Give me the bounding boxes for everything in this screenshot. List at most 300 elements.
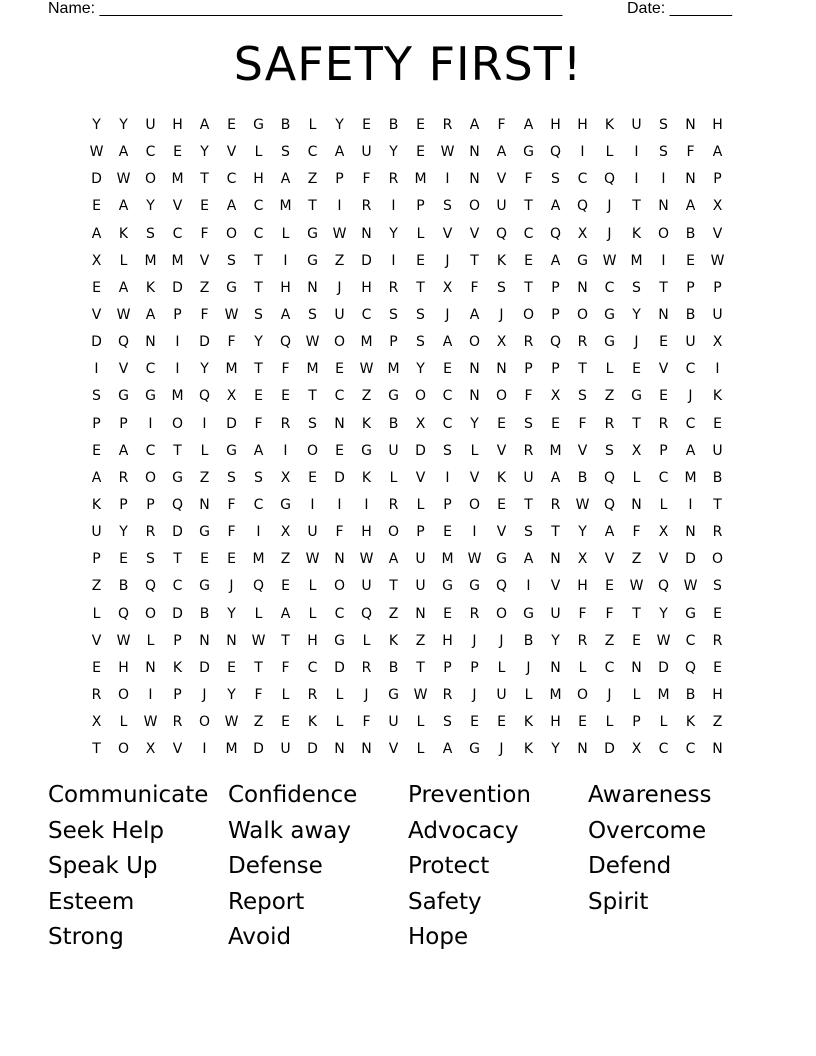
- grid-letter[interactable]: A: [199, 117, 210, 133]
- grid-letter[interactable]: E: [227, 659, 236, 676]
- grid-letter[interactable]: W: [116, 632, 131, 649]
- grid-letter[interactable]: N: [145, 659, 156, 676]
- grid-letter[interactable]: L: [119, 252, 128, 269]
- grid-letter[interactable]: B: [685, 225, 696, 242]
- grid-letter[interactable]: M: [657, 686, 670, 703]
- grid-letter[interactable]: E: [713, 659, 722, 676]
- grid-letter[interactable]: V: [496, 171, 507, 188]
- grid-letter[interactable]: L: [605, 361, 614, 378]
- grid-letter[interactable]: Z: [91, 578, 102, 595]
- grid-letter[interactable]: L: [470, 442, 479, 459]
- grid-letter[interactable]: P: [713, 171, 722, 188]
- grid-letter[interactable]: O: [468, 198, 481, 215]
- grid-letter[interactable]: O: [306, 442, 319, 459]
- grid-letter[interactable]: P: [119, 496, 128, 513]
- word-search-grid[interactable]: [83, 112, 731, 763]
- grid-letter[interactable]: A: [91, 469, 102, 486]
- grid-letter[interactable]: A: [469, 306, 480, 323]
- grid-letter[interactable]: F: [281, 361, 290, 378]
- grid-letter[interactable]: R: [388, 496, 399, 513]
- grid-letter[interactable]: E: [659, 334, 668, 351]
- grid-letter[interactable]: A: [604, 524, 615, 541]
- grid-letter[interactable]: F: [632, 524, 641, 541]
- grid-letter[interactable]: V: [469, 469, 480, 486]
- grid-letter[interactable]: U: [523, 469, 534, 486]
- grid-letter[interactable]: N: [550, 551, 561, 568]
- grid-letter[interactable]: G: [361, 442, 372, 459]
- grid-letter[interactable]: L: [254, 144, 263, 161]
- grid-letter[interactable]: J: [337, 279, 342, 296]
- grid-letter[interactable]: C: [658, 469, 669, 486]
- grid-letter[interactable]: E: [92, 279, 101, 296]
- grid-letter[interactable]: T: [308, 198, 317, 215]
- grid-letter[interactable]: V: [118, 361, 129, 378]
- grid-letter[interactable]: A: [550, 252, 561, 269]
- grid-letter[interactable]: H: [280, 279, 291, 296]
- grid-letter[interactable]: P: [659, 442, 668, 459]
- grid-letter[interactable]: V: [469, 225, 480, 242]
- grid-letter[interactable]: E: [443, 605, 452, 622]
- grid-letter[interactable]: D: [604, 741, 615, 758]
- grid-letter[interactable]: L: [335, 686, 344, 703]
- grid-letter[interactable]: P: [92, 415, 101, 432]
- grid-letter[interactable]: F: [362, 714, 371, 731]
- grid-letter[interactable]: H: [712, 117, 723, 133]
- grid-letter[interactable]: U: [631, 117, 642, 133]
- grid-letter[interactable]: B: [388, 415, 399, 432]
- grid-letter[interactable]: X: [658, 524, 669, 541]
- grid-letter[interactable]: N: [577, 741, 588, 758]
- grid-letter[interactable]: W: [467, 551, 482, 568]
- grid-letter[interactable]: Q: [360, 605, 373, 622]
- grid-letter[interactable]: K: [496, 469, 507, 486]
- grid-letter[interactable]: E: [335, 361, 344, 378]
- grid-letter[interactable]: A: [469, 117, 480, 133]
- grid-letter[interactable]: S: [308, 306, 317, 323]
- grid-letter[interactable]: E: [416, 144, 425, 161]
- grid-letter[interactable]: S: [632, 279, 641, 296]
- grid-letter[interactable]: W: [683, 578, 698, 595]
- grid-letter[interactable]: P: [551, 361, 560, 378]
- grid-letter[interactable]: O: [657, 225, 670, 242]
- grid-letter[interactable]: Z: [334, 252, 345, 269]
- grid-letter[interactable]: O: [144, 605, 157, 622]
- grid-letter[interactable]: Z: [604, 632, 615, 649]
- grid-letter[interactable]: H: [361, 524, 372, 541]
- grid-letter[interactable]: E: [443, 361, 452, 378]
- grid-letter[interactable]: U: [361, 144, 372, 161]
- grid-letter[interactable]: F: [227, 496, 236, 513]
- grid-letter[interactable]: M: [387, 361, 400, 378]
- grid-letter[interactable]: T: [173, 551, 182, 568]
- grid-letter[interactable]: L: [146, 632, 155, 649]
- grid-letter[interactable]: R: [550, 496, 561, 513]
- grid-letter[interactable]: A: [280, 605, 291, 622]
- grid-letter[interactable]: Q: [549, 144, 562, 161]
- grid-letter[interactable]: S: [146, 551, 155, 568]
- grid-letter[interactable]: Q: [549, 334, 562, 351]
- grid-letter[interactable]: S: [389, 306, 398, 323]
- grid-letter[interactable]: T: [416, 659, 425, 676]
- grid-letter[interactable]: Z: [631, 551, 642, 568]
- grid-letter[interactable]: J: [364, 686, 369, 703]
- grid-letter[interactable]: A: [523, 551, 534, 568]
- grid-letter[interactable]: L: [200, 442, 209, 459]
- grid-letter[interactable]: E: [362, 117, 371, 133]
- grid-letter[interactable]: O: [144, 469, 157, 486]
- grid-letter[interactable]: E: [416, 117, 425, 133]
- grid-letter[interactable]: R: [712, 524, 723, 541]
- grid-letter[interactable]: G: [145, 388, 156, 405]
- grid-letter[interactable]: T: [389, 578, 398, 595]
- grid-letter[interactable]: Q: [144, 578, 157, 595]
- grid-letter[interactable]: O: [468, 496, 481, 513]
- grid-letter[interactable]: O: [576, 306, 589, 323]
- grid-letter[interactable]: D: [226, 415, 237, 432]
- grid-letter[interactable]: L: [632, 686, 641, 703]
- grid-letter[interactable]: S: [92, 388, 101, 405]
- grid-letter[interactable]: H: [577, 117, 588, 133]
- grid-letter[interactable]: E: [227, 117, 236, 133]
- grid-letter[interactable]: D: [199, 659, 210, 676]
- grid-letter[interactable]: I: [337, 496, 342, 513]
- grid-letter[interactable]: N: [307, 279, 318, 296]
- grid-letter[interactable]: Z: [280, 551, 291, 568]
- grid-letter[interactable]: E: [281, 714, 290, 731]
- grid-letter[interactable]: P: [443, 496, 452, 513]
- grid-letter[interactable]: W: [710, 252, 725, 269]
- grid-letter[interactable]: W: [116, 171, 131, 188]
- grid-letter[interactable]: O: [495, 605, 508, 622]
- grid-letter[interactable]: Q: [549, 225, 562, 242]
- grid-letter[interactable]: E: [335, 442, 344, 459]
- grid-letter[interactable]: H: [253, 171, 264, 188]
- grid-letter[interactable]: T: [173, 442, 182, 459]
- grid-letter[interactable]: M: [171, 252, 184, 269]
- grid-letter[interactable]: C: [361, 306, 372, 323]
- grid-letter[interactable]: P: [92, 551, 101, 568]
- grid-letter[interactable]: Z: [712, 714, 723, 731]
- grid-letter[interactable]: M: [144, 252, 157, 269]
- grid-letter[interactable]: W: [332, 225, 347, 242]
- grid-letter[interactable]: A: [118, 279, 129, 296]
- grid-letter[interactable]: C: [253, 496, 264, 513]
- grid-letter[interactable]: U: [280, 741, 291, 758]
- grid-letter[interactable]: S: [524, 415, 533, 432]
- grid-letter[interactable]: T: [578, 361, 587, 378]
- grid-letter[interactable]: B: [685, 686, 696, 703]
- grid-letter[interactable]: K: [631, 225, 642, 242]
- grid-letter[interactable]: U: [712, 306, 723, 323]
- grid-letter[interactable]: L: [119, 714, 128, 731]
- grid-letter[interactable]: Y: [200, 361, 209, 378]
- grid-letter[interactable]: Q: [657, 578, 670, 595]
- grid-letter[interactable]: Y: [200, 144, 209, 161]
- grid-letter[interactable]: A: [712, 144, 723, 161]
- grid-letter[interactable]: W: [89, 144, 104, 161]
- grid-letter[interactable]: U: [334, 306, 345, 323]
- grid-letter[interactable]: E: [686, 252, 695, 269]
- grid-letter[interactable]: E: [281, 388, 290, 405]
- grid-letter[interactable]: J: [499, 632, 504, 649]
- grid-letter[interactable]: I: [661, 252, 666, 269]
- grid-letter[interactable]: E: [281, 578, 290, 595]
- grid-letter[interactable]: T: [92, 741, 101, 758]
- grid-letter[interactable]: V: [550, 578, 561, 595]
- grid-letter[interactable]: H: [712, 686, 723, 703]
- grid-letter[interactable]: W: [305, 334, 320, 351]
- grid-letter[interactable]: O: [576, 686, 589, 703]
- grid-letter[interactable]: X: [631, 741, 642, 758]
- grid-letter[interactable]: L: [281, 225, 290, 242]
- grid-letter[interactable]: P: [443, 659, 452, 676]
- grid-letter[interactable]: E: [173, 144, 182, 161]
- grid-letter[interactable]: F: [281, 659, 290, 676]
- grid-letter[interactable]: L: [578, 659, 587, 676]
- grid-letter[interactable]: R: [91, 686, 102, 703]
- grid-letter[interactable]: V: [658, 361, 669, 378]
- grid-letter[interactable]: T: [632, 198, 641, 215]
- grid-letter[interactable]: X: [91, 252, 102, 269]
- grid-letter[interactable]: X: [280, 469, 291, 486]
- grid-letter[interactable]: J: [607, 225, 612, 242]
- grid-letter[interactable]: U: [388, 442, 399, 459]
- grid-letter[interactable]: F: [497, 117, 506, 133]
- grid-letter[interactable]: E: [92, 659, 101, 676]
- grid-letter[interactable]: G: [118, 388, 129, 405]
- grid-letter[interactable]: P: [173, 632, 182, 649]
- grid-letter[interactable]: N: [469, 361, 480, 378]
- grid-letter[interactable]: E: [416, 252, 425, 269]
- grid-letter[interactable]: P: [551, 306, 560, 323]
- grid-letter[interactable]: I: [148, 686, 153, 703]
- grid-letter[interactable]: A: [280, 306, 291, 323]
- grid-letter[interactable]: D: [307, 741, 318, 758]
- grid-letter[interactable]: D: [172, 279, 183, 296]
- grid-letter[interactable]: K: [145, 279, 156, 296]
- grid-letter[interactable]: I: [148, 415, 153, 432]
- grid-letter[interactable]: O: [117, 741, 130, 758]
- grid-letter[interactable]: S: [443, 442, 452, 459]
- grid-letter[interactable]: H: [172, 117, 183, 133]
- grid-letter[interactable]: F: [335, 524, 344, 541]
- grid-letter[interactable]: X: [712, 198, 723, 215]
- grid-letter[interactable]: L: [281, 686, 290, 703]
- grid-letter[interactable]: G: [226, 442, 237, 459]
- grid-letter[interactable]: D: [91, 334, 102, 351]
- grid-letter[interactable]: M: [171, 171, 184, 188]
- grid-letter[interactable]: N: [469, 171, 480, 188]
- grid-letter[interactable]: G: [469, 741, 480, 758]
- grid-letter[interactable]: L: [416, 714, 425, 731]
- grid-letter[interactable]: I: [94, 361, 99, 378]
- grid-letter[interactable]: O: [333, 334, 346, 351]
- grid-letter[interactable]: P: [524, 361, 533, 378]
- grid-letter[interactable]: R: [712, 632, 723, 649]
- grid-letter[interactable]: M: [279, 198, 292, 215]
- grid-letter[interactable]: U: [145, 117, 156, 133]
- grid-letter[interactable]: D: [685, 551, 696, 568]
- grid-letter[interactable]: L: [632, 469, 641, 486]
- grid-letter[interactable]: X: [496, 334, 507, 351]
- grid-letter[interactable]: D: [415, 442, 426, 459]
- grid-letter[interactable]: V: [658, 551, 669, 568]
- grid-letter[interactable]: K: [91, 496, 102, 513]
- grid-letter[interactable]: N: [226, 632, 237, 649]
- grid-letter[interactable]: L: [659, 496, 668, 513]
- grid-letter[interactable]: P: [146, 496, 155, 513]
- grid-letter[interactable]: R: [469, 605, 480, 622]
- grid-letter[interactable]: S: [659, 117, 668, 133]
- grid-letter[interactable]: K: [118, 225, 129, 242]
- grid-letter[interactable]: G: [469, 578, 480, 595]
- grid-letter[interactable]: Q: [603, 496, 616, 513]
- grid-letter[interactable]: W: [359, 361, 374, 378]
- grid-letter[interactable]: G: [280, 496, 291, 513]
- grid-letter[interactable]: W: [413, 686, 428, 703]
- grid-letter[interactable]: D: [361, 252, 372, 269]
- grid-letter[interactable]: Z: [388, 605, 399, 622]
- grid-letter[interactable]: Y: [416, 361, 425, 378]
- grid-letter[interactable]: F: [227, 334, 236, 351]
- grid-letter[interactable]: V: [496, 442, 507, 459]
- grid-letter[interactable]: B: [118, 578, 129, 595]
- grid-letter[interactable]: I: [175, 361, 180, 378]
- grid-letter[interactable]: P: [551, 279, 560, 296]
- grid-letter[interactable]: T: [308, 388, 317, 405]
- grid-letter[interactable]: M: [630, 252, 643, 269]
- grid-letter[interactable]: I: [472, 524, 477, 541]
- grid-letter[interactable]: C: [307, 659, 318, 676]
- grid-letter[interactable]: B: [280, 117, 291, 133]
- grid-letter[interactable]: I: [391, 252, 396, 269]
- grid-letter[interactable]: F: [605, 605, 614, 622]
- grid-letter[interactable]: I: [526, 578, 531, 595]
- grid-letter[interactable]: A: [145, 306, 156, 323]
- grid-letter[interactable]: S: [254, 469, 263, 486]
- grid-letter[interactable]: Y: [389, 144, 398, 161]
- grid-letter[interactable]: G: [442, 578, 453, 595]
- grid-letter[interactable]: X: [226, 388, 237, 405]
- grid-letter[interactable]: X: [145, 741, 156, 758]
- grid-letter[interactable]: N: [145, 334, 156, 351]
- grid-letter[interactable]: S: [713, 578, 722, 595]
- grid-letter[interactable]: J: [688, 388, 693, 405]
- grid-letter[interactable]: R: [388, 171, 399, 188]
- date-field-label[interactable]: Date: _______: [627, 0, 732, 17]
- grid-letter[interactable]: Y: [119, 524, 128, 541]
- grid-letter[interactable]: I: [688, 496, 693, 513]
- grid-letter[interactable]: I: [715, 361, 720, 378]
- grid-letter[interactable]: T: [281, 632, 290, 649]
- grid-letter[interactable]: G: [307, 252, 318, 269]
- grid-letter[interactable]: S: [308, 415, 317, 432]
- grid-letter[interactable]: F: [578, 415, 587, 432]
- grid-letter[interactable]: J: [445, 306, 450, 323]
- grid-letter[interactable]: A: [442, 334, 453, 351]
- grid-letter[interactable]: N: [415, 605, 426, 622]
- grid-letter[interactable]: J: [202, 686, 207, 703]
- grid-letter[interactable]: O: [144, 171, 157, 188]
- grid-letter[interactable]: N: [334, 551, 345, 568]
- grid-letter[interactable]: S: [281, 144, 290, 161]
- grid-letter[interactable]: N: [550, 659, 561, 676]
- grid-letter[interactable]: Y: [227, 605, 236, 622]
- grid-letter[interactable]: A: [550, 469, 561, 486]
- grid-letter[interactable]: S: [146, 225, 155, 242]
- grid-letter[interactable]: Y: [254, 334, 263, 351]
- grid-letter[interactable]: Y: [632, 306, 641, 323]
- grid-letter[interactable]: S: [659, 144, 668, 161]
- grid-letter[interactable]: E: [200, 198, 209, 215]
- grid-letter[interactable]: X: [91, 714, 102, 731]
- grid-letter[interactable]: T: [200, 171, 209, 188]
- grid-letter[interactable]: C: [253, 198, 264, 215]
- grid-letter[interactable]: E: [308, 469, 317, 486]
- grid-letter[interactable]: O: [387, 524, 400, 541]
- grid-letter[interactable]: L: [659, 714, 668, 731]
- grid-letter[interactable]: T: [713, 496, 722, 513]
- grid-letter[interactable]: R: [523, 334, 534, 351]
- grid-letter[interactable]: C: [253, 225, 264, 242]
- grid-letter[interactable]: X: [280, 524, 291, 541]
- grid-letter[interactable]: G: [496, 551, 507, 568]
- grid-letter[interactable]: E: [443, 524, 452, 541]
- grid-letter[interactable]: Y: [92, 117, 101, 133]
- grid-letter[interactable]: V: [388, 741, 399, 758]
- grid-letter[interactable]: C: [604, 279, 615, 296]
- grid-letter[interactable]: E: [200, 551, 209, 568]
- grid-letter[interactable]: E: [119, 551, 128, 568]
- grid-letter[interactable]: Q: [117, 334, 130, 351]
- grid-letter[interactable]: F: [524, 171, 533, 188]
- grid-letter[interactable]: O: [711, 551, 724, 568]
- grid-letter[interactable]: Y: [470, 415, 479, 432]
- grid-letter[interactable]: P: [686, 279, 695, 296]
- grid-letter[interactable]: Z: [604, 388, 615, 405]
- grid-letter[interactable]: N: [199, 632, 210, 649]
- grid-letter[interactable]: N: [496, 361, 507, 378]
- grid-letter[interactable]: S: [551, 171, 560, 188]
- grid-letter[interactable]: D: [172, 524, 183, 541]
- grid-letter[interactable]: S: [443, 714, 452, 731]
- grid-letter[interactable]: X: [712, 334, 723, 351]
- grid-letter[interactable]: W: [116, 306, 131, 323]
- grid-letter[interactable]: I: [175, 334, 180, 351]
- grid-letter[interactable]: A: [685, 198, 696, 215]
- grid-letter[interactable]: S: [524, 524, 533, 541]
- grid-letter[interactable]: Z: [307, 171, 318, 188]
- grid-letter[interactable]: T: [524, 198, 533, 215]
- grid-letter[interactable]: O: [198, 714, 211, 731]
- grid-letter[interactable]: C: [658, 741, 669, 758]
- grid-letter[interactable]: L: [416, 741, 425, 758]
- grid-letter[interactable]: V: [91, 632, 102, 649]
- grid-letter[interactable]: C: [307, 144, 318, 161]
- grid-letter[interactable]: Y: [119, 117, 128, 133]
- grid-letter[interactable]: F: [227, 524, 236, 541]
- grid-letter[interactable]: Z: [199, 469, 210, 486]
- grid-letter[interactable]: S: [497, 279, 506, 296]
- grid-letter[interactable]: K: [496, 252, 507, 269]
- grid-letter[interactable]: G: [172, 469, 183, 486]
- grid-letter[interactable]: Y: [335, 117, 344, 133]
- grid-letter[interactable]: C: [145, 144, 156, 161]
- grid-letter[interactable]: N: [334, 415, 345, 432]
- grid-letter[interactable]: X: [550, 388, 561, 405]
- grid-letter[interactable]: N: [469, 144, 480, 161]
- grid-letter[interactable]: N: [685, 117, 696, 133]
